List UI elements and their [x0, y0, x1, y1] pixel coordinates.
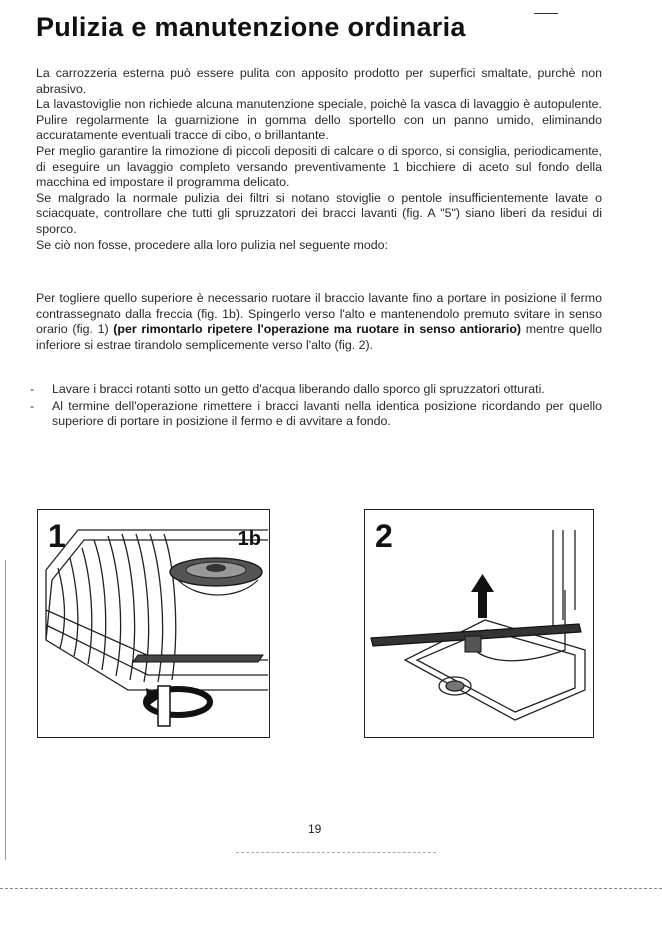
figure-number: 1: [48, 518, 66, 554]
paragraph: [36, 291, 602, 353]
list-item: [30, 399, 602, 430]
basket-spray-arm-illustration: [38, 510, 269, 737]
page-title: Pulizia e manutenzione ordinaria: [36, 12, 466, 42]
figure-2: [364, 509, 594, 738]
figure-1: [37, 509, 270, 738]
bullet-list: [30, 382, 602, 431]
footer-rule: [0, 888, 662, 889]
bullet-text: Lavare i bracci rotanti sotto un getto d'acqua liberando dallo sporco gli spruzzatori otturati.: [52, 382, 545, 396]
bullet-dash: -: [30, 382, 35, 396]
paragraph: La lavastoviglie non richiede alcuna manutenzione speciale, poichè la vasca di lavaggio è autopulente. Pulire regolarmente la guarnizione in gomma dello sportello con un panno umido, eliminando accuratamente eventuali tracce di cibo, o brillantante.: [36, 97, 602, 143]
removal-instructions: [36, 291, 602, 353]
paragraph: Se ciò non fosse, procedere alla loro pulizia nel seguente modo:: [36, 237, 388, 252]
paragraph: Per meglio garantire la rimozione di piccoli depositi di calcare o di sporco, si consiglia, periodicamente, di eseguire un lavaggio completo versando preventivamente 1 bicchiere di aceto sul fondo della macchina ed impostare il programma delicato.: [36, 143, 602, 190]
up-arrow-icon: [471, 574, 494, 618]
reassembly-note: (per rimontarlo ripetere l'operazione ma ruotare in senso antiorario): [113, 322, 522, 337]
rotate-arrow-icon: [146, 686, 210, 726]
instruction-text: mentre quello inferiore si estrae tirandolo semplicemente verso l'alto (fig. 2).: [36, 322, 602, 352]
bullet-text: Al termine dell'operazione rimettere i bracci lavanti nella identica posizione ricordando per quello superiore di portare in posizione il fermo e di avvitare a fondo.: [52, 398, 602, 429]
bullet-dash: -: [30, 398, 35, 413]
paragraph: La carrozzeria esterna può essere pulita con apposito prodotto per superfici smaltate, purchè non abrasivo.: [36, 66, 602, 96]
top-rule: [534, 13, 558, 14]
lower-spray-arm-illustration: [365, 510, 593, 737]
footer-rule: [236, 852, 436, 853]
figure-tag: 1b: [237, 528, 261, 550]
instruction-text: Per togliere quello superiore è necessario ruotare il braccio lavante fino a portare in posizione il fermo contrassegnato dalla freccia (fig. 1b). Spingerlo verso l'alto e mantenendolo premuto svitare in senso orario (fig. 1): [36, 291, 602, 337]
paragraph: Se malgrado la normale pulizia dei filtri si notano stoviglie o pentole insufficientemente lavate o sciacquate, controllare che tutti gli spruzzatori dei bracci lavanti (fig. A "5") siano liberi da residui di sporco.: [36, 190, 602, 236]
figure-number: 2: [375, 518, 393, 554]
list-item: [30, 382, 602, 398]
intro-text: [36, 66, 602, 253]
left-margin-rule: [5, 560, 6, 860]
page-number: 19: [308, 822, 322, 836]
